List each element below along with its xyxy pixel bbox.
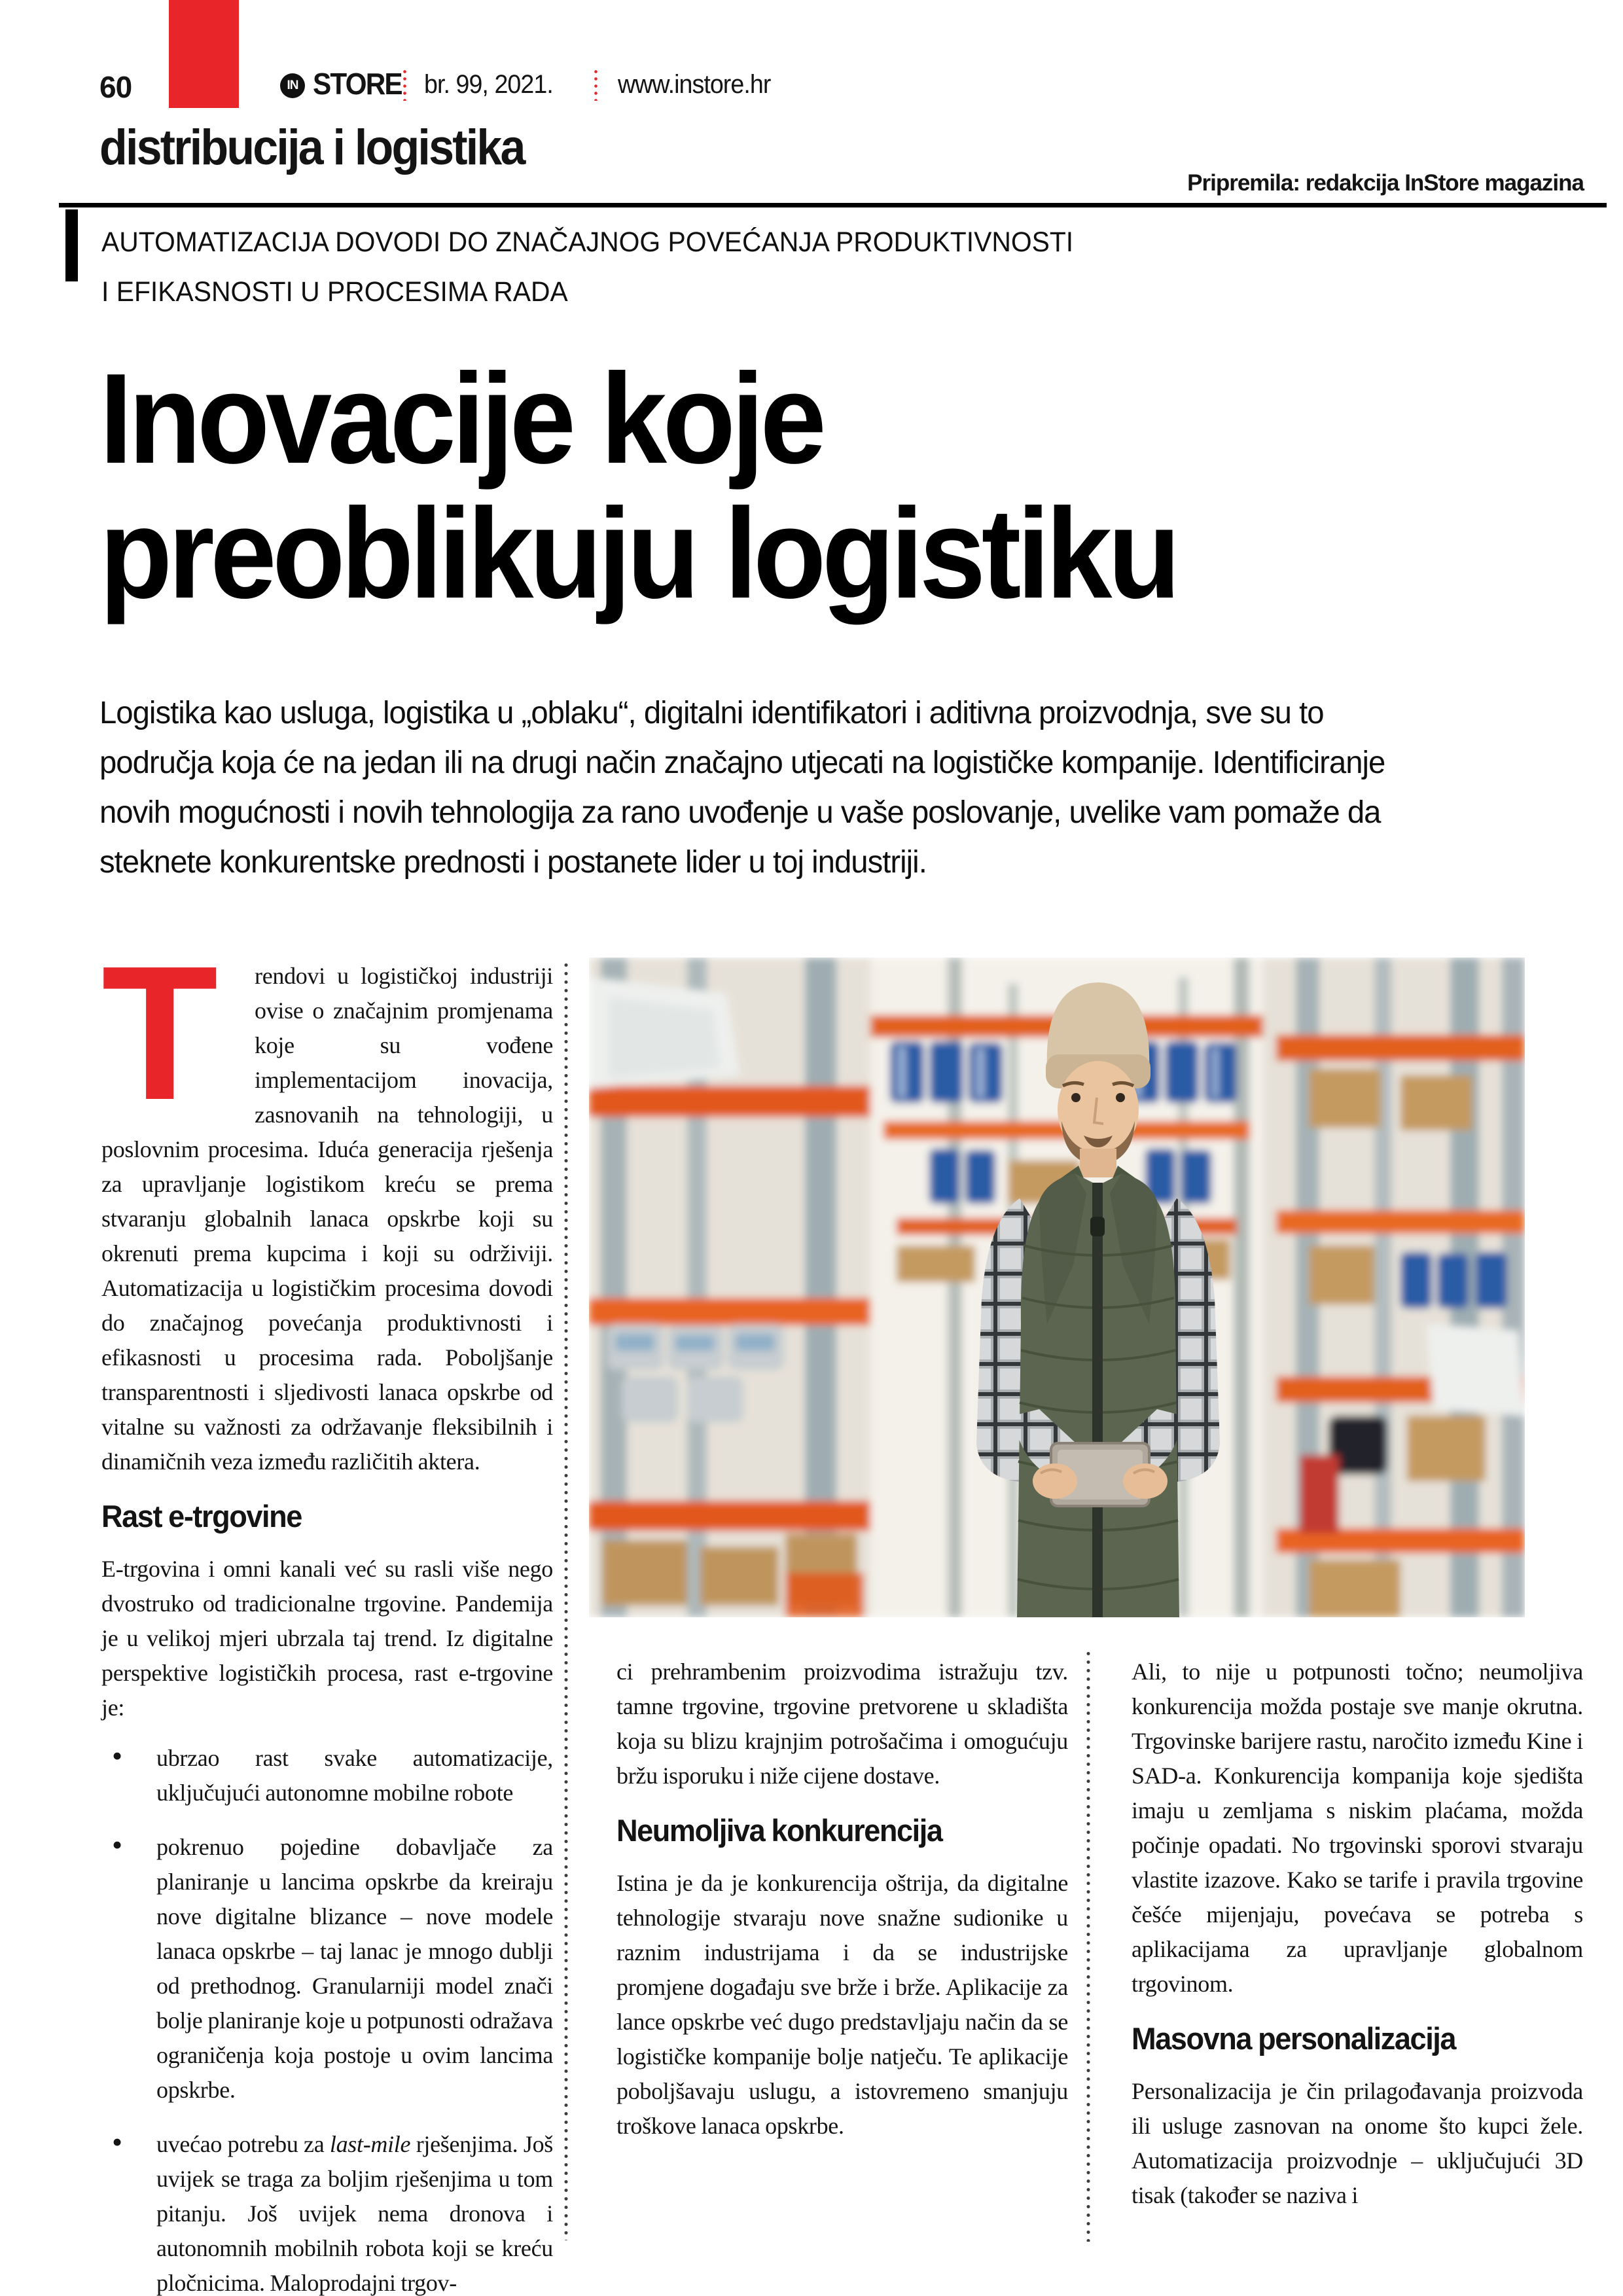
- instore-logo-wordmark: STORE: [313, 67, 402, 101]
- bullet-text: rješenjima. Još uvijek se traga za boljim rješenjima u tom pitanju. Još uvijek nema dronova i autonomnih mobilnih robota koji se kreću pločnicima. Maloprodajni trgov-: [156, 2131, 553, 2296]
- kicker-line-1: AUTOMATIZACIJA DOVODI DO ZNAČAJNOG POVEĆANJA PRODUKTIVNOSTI: [101, 226, 1074, 258]
- body-paragraph: E-trgovina i omni kanali već su rasli više nego dvostruko od tradicionalne trgovine. Pandemija je u velikoj mjeri ubrzala taj trend. Iz digitalne perspektive logističkih procesa, rast e-trgovine je:: [101, 1556, 553, 1721]
- paragraph-text: rendovi u logističkoj industriji ovise o značajnim promjenama koje su vođene implementacijom inovacija, zasnovanih na tehnologiji, u poslovnim procesima. Iduća generacija rješenja za upravljanje logistikom kreću se prema stvaranju globalnih lanaca opskrbe koji su okrenuti prema kupcima i koji su održiviji. Automatizacija u logističkim procesima dovodi do značajnog povećanja produktivnosti i efikasnosti u procesima rada. Poboljšanje transparentnosti i sljedivosti lanaca opskrbe od vitalne su važnosti za održavanje fleksibilnih i dinamičnih veza između različitih aktera.: [101, 963, 553, 1475]
- lead-paragraph: Logistika kao usluga, logistika u „oblaku“, digitalni identifikatori i aditivna proizvodnja, sve su to područja koja će na jedan ili na drugi način značajno utjecati na logističke kompanije. Identificiranje novih mogućnosti i novih tehnologija za rano uvođenje u vaše poslovanje, uvelike vam pomaže da steknete konkurentske prednosti i postanete lider u toj industriji.: [99, 696, 1385, 880]
- list-item: [101, 1741, 553, 1810]
- kicker-line-2: I EFIKASNOSTI U PROCESIMA RADA: [101, 276, 568, 308]
- header-dotted-separator: [594, 68, 597, 101]
- drop-cap: T: [101, 961, 219, 1100]
- bullet-text: uvećao potrebu za: [156, 2131, 330, 2157]
- bullet-icon: •: [112, 1828, 122, 1861]
- list-item: [101, 2127, 553, 2296]
- website-url: www.instore.hr: [618, 70, 771, 99]
- body-paragraph: Istina je da je konkurencija oštrija, da digitalne tehnologije stvaraju nove snažne sudionike u raznim industrijama i da se industrijske promjene događaju sve brže i brže. Aplikacije za lance opskrbe već dugo predstavljaju način da se logističke kompanije bolje natječu. Te aplikacije poboljšavaju uslugu, a istovremeno smanjuju troškove lanaca opskrbe.: [616, 1870, 1068, 2139]
- bullet-text: ubrzao rast svake automatizacije, uključujući autonomne mobilne robote: [156, 1745, 553, 1806]
- warehouse-photo-illustration: [589, 958, 1525, 1617]
- column-rule: [1086, 1649, 1090, 2242]
- body-paragraph: [101, 959, 553, 1479]
- kicker-bar: [65, 209, 78, 281]
- body-paragraph: Personalizacija je čin prilagođavanja proizvoda ili usluge zasnovan na onome što kupci žele. Automatizacija proizvodnje – uključujući 3D tisak (također se naziva i: [1132, 2078, 1583, 2208]
- page-number: 60: [99, 70, 132, 104]
- column-rule: [564, 961, 568, 2240]
- byline-credit: Pripremila: redakcija InStore magazina: [1187, 170, 1584, 196]
- bullet-icon: •: [112, 1739, 122, 1772]
- header-dotted-separator: [403, 68, 406, 101]
- bullet-text-italic: last-mile: [329, 2131, 411, 2157]
- kicker-text: [101, 217, 1073, 317]
- body-column-3: [1132, 1655, 1583, 2229]
- section-title: distribucija i logistika: [99, 120, 524, 175]
- headline-line-2: preoblikuju logistiku: [99, 482, 1177, 625]
- list-item: [101, 1830, 553, 2108]
- issue-number: br. 99, 2021.: [424, 70, 553, 99]
- bullet-list: [101, 1741, 553, 2296]
- subheading-neumoljiva-konkurencija: Neumoljiva konkurencija: [616, 1813, 942, 1848]
- body-column-2: [616, 1655, 1068, 2159]
- red-accent-block: [169, 0, 239, 108]
- body-column-1: [101, 959, 553, 2296]
- warehouse-photo: [589, 958, 1525, 1617]
- subheading-rast-e-trgovine: Rast e-trgovine: [101, 1499, 302, 1534]
- instore-logo-icon: IN: [280, 73, 305, 98]
- bullet-text: pokrenuo pojedine dobavljače za planiranje u lancima opskrbe da kreiraju nove digitalne blizance – nove modele lanaca opskrbe – taj lanac je mnogo dublji od prethodnog. Granularniji model znači bolje planiranje koje u potpunosti odražava ograničenja koja postoje u ovim lancima opskrbe.: [156, 1834, 553, 2103]
- subheading-masovna-personalizacija: Masovna personalizacija: [1132, 2021, 1456, 2056]
- header-rule: [59, 203, 1607, 207]
- bullet-icon: •: [112, 2125, 122, 2159]
- body-paragraph: ci prehrambenim proizvodima istražuju tzv. tamne trgovine, trgovine pretvorene u skladišta koja su blizu krajnjim potrošačima i omogućuju bržu isporuku i niže cijene dostave.: [616, 1659, 1068, 1789]
- body-paragraph: Ali, to nije u potpunosti točno; neumoljiva konkurencija možda postaje sve manje okrutna. Trgovinske barijere rastu, naročito između Kine i SAD-a. Konkurencija kompanija koje sjedišta imaju u zemljama s niskim plaćama, možda počinje opadati. No trgovinski sporovi stvaraju vlastite izazove. Kako se tarife i pravila trgovine češće mijenjaju, povećava se potreba s aplikacijama za upravljanje globalnom trgovinom.: [1132, 1659, 1583, 1997]
- headline-line-1: Inovacije koje: [99, 347, 823, 490]
